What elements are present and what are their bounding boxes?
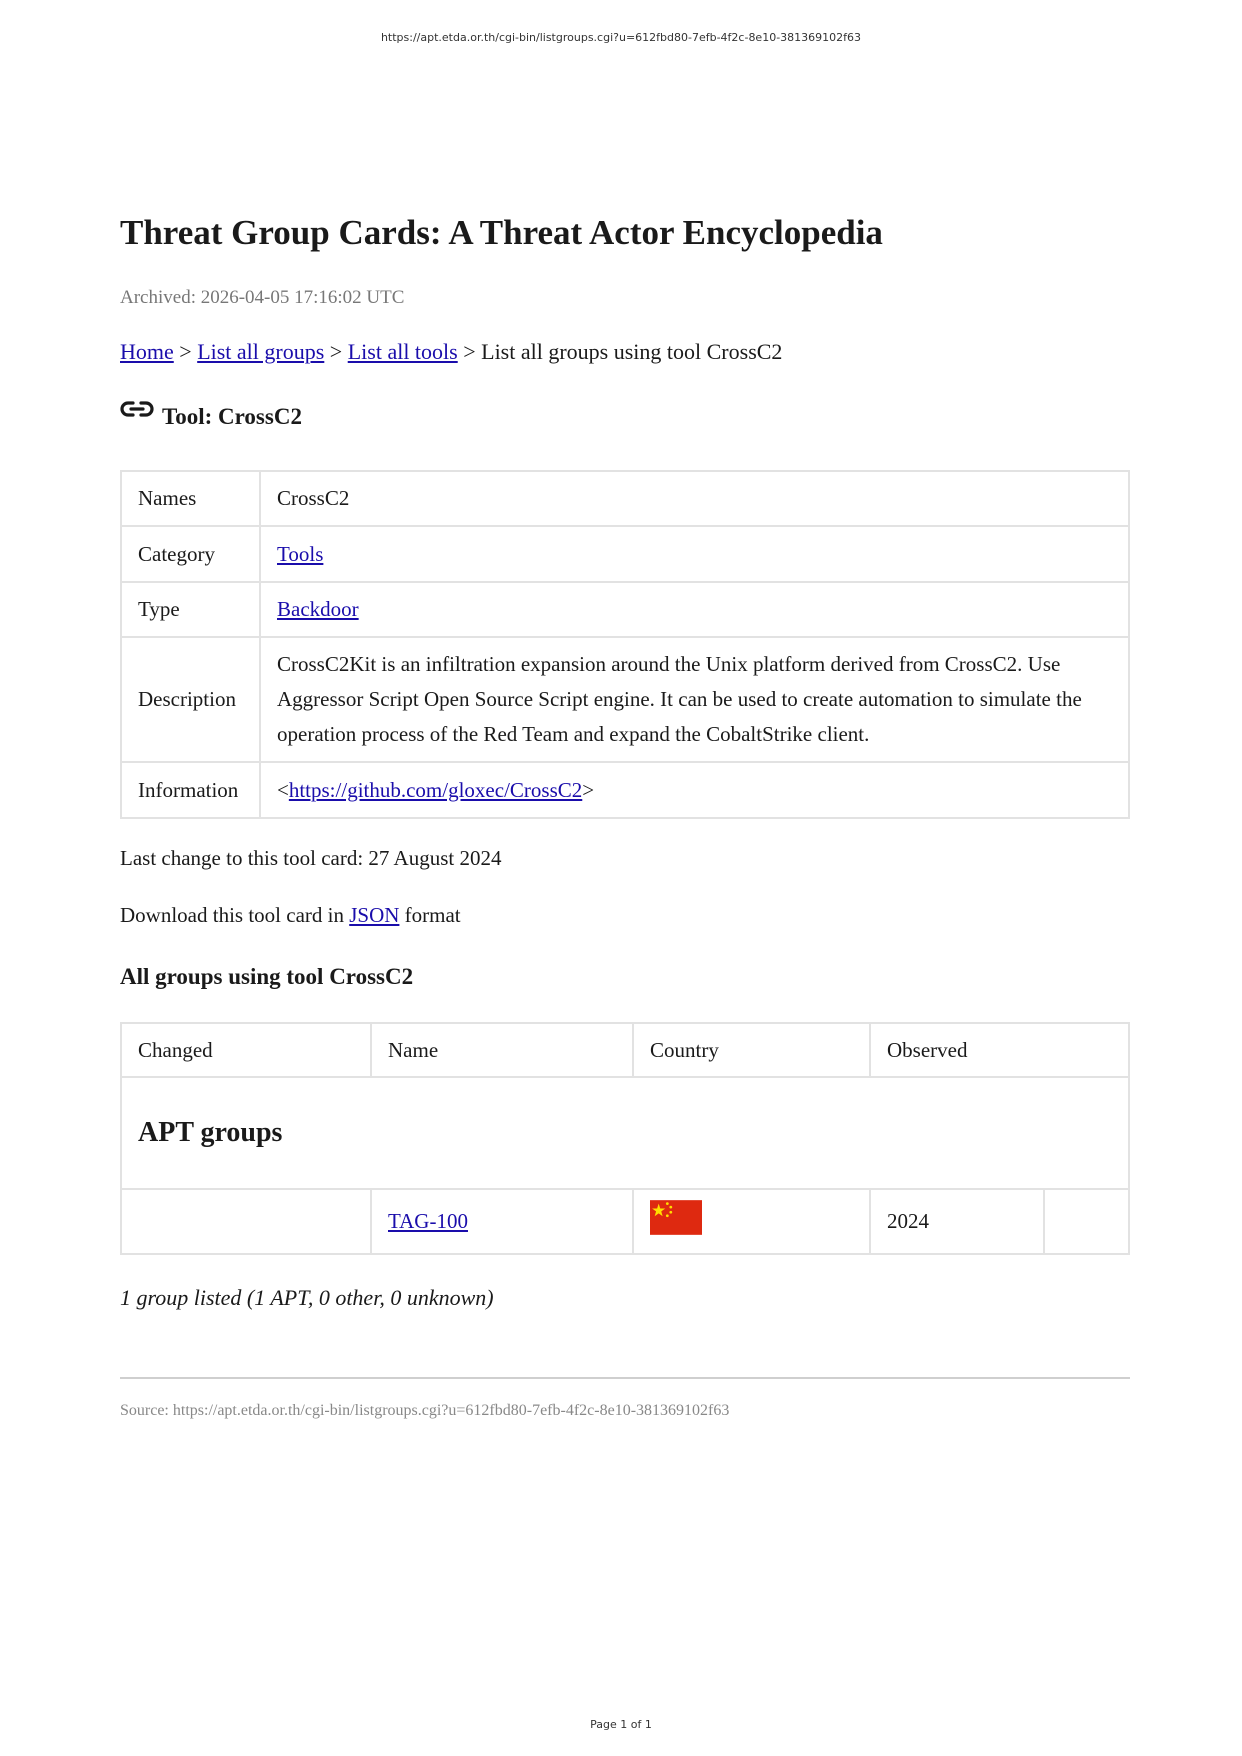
breadcrumb-separator: > [173,339,198,364]
divider [120,1377,1130,1379]
download-suffix: format [399,903,461,927]
information-link[interactable]: https://github.com/gloxec/CrossC2 [288,777,583,802]
table-row [121,582,1129,637]
json-download-link[interactable]: JSON [349,903,400,927]
category-cell [260,526,1129,582]
section-row [121,1077,1129,1189]
print-header-url: https://apt.etda.or.th/cgi-bin/listgroups.cgi?u=612fbd80-7efb-4f2c-8e10-381369102f63 [380,31,862,44]
breadcrumb-separator: > [324,339,348,364]
tool-heading [120,404,302,430]
breadcrumb-list-tools-link[interactable]: List all tools [347,339,458,364]
row-name-cell [371,1189,633,1254]
breadcrumb-current: > List all groups using tool CrossC2 [457,339,783,364]
breadcrumb-home-link[interactable]: Home [120,339,174,364]
group-link-tag-100[interactable]: TAG-100 [388,1209,468,1233]
link-icon [120,399,154,419]
header-observed: Observed [870,1023,1129,1077]
breadcrumb [120,339,782,365]
row-country-cell [633,1189,870,1254]
header-name: Name [371,1023,633,1077]
table-row [121,637,1129,762]
table-row [121,526,1129,582]
china-flag-icon [650,1200,702,1235]
category-link[interactable]: Tools [277,541,324,566]
table-row [121,471,1129,526]
row-changed [121,1189,371,1254]
row-observed: 2024 [870,1189,1044,1254]
type-link[interactable]: Backdoor [277,597,359,621]
download-line [120,903,461,928]
type-cell [260,582,1129,637]
source-text: Source: https://apt.etda.or.th/cgi-bin/listgroups.cgi?u=612fbd80-7efb-4f2c-8e10-381369102f63 [120,1402,730,1419]
table-row [121,1189,1129,1254]
information-suffix: > [582,777,595,802]
table-header-row [121,1023,1129,1077]
tool-heading-text: Tool: CrossC2 [162,404,302,429]
archived-timestamp: Archived: 2026-04-05 17:16:02 UTC [120,287,405,308]
type-label: Type [121,582,260,637]
description-label: Description [121,637,260,762]
last-change-text: Last change to this tool card: 27 August 2024 [120,846,502,870]
header-country: Country [633,1023,870,1077]
groups-heading: All groups using tool CrossC2 [120,964,414,989]
breadcrumb-list-groups-link[interactable]: List all groups [197,339,325,364]
header-changed: Changed [121,1023,371,1077]
description-value: CrossC2Kit is an infiltration expansion around the Unix platform derived from CrossC2. Use Aggressor Script Open Source Script engine. It can be used to create automation to simulate the operation process of the Red Team and expand the CobaltStrike client. [260,637,1129,762]
category-label: Category [121,526,260,582]
download-prefix: Download this tool card in [120,903,350,927]
groups-summary: 1 group listed (1 APT, 0 other, 0 unknown) [120,1285,494,1310]
page-title: Threat Group Cards: A Threat Actor Encyclopedia [120,213,883,252]
information-label: Information [121,762,260,818]
tool-info-table [120,470,1130,819]
row-extra [1044,1189,1129,1254]
section-label-apt-groups: APT groups [121,1077,1129,1189]
page-number: Page 1 of 1 [590,1718,652,1731]
names-value: CrossC2 [260,471,1129,526]
names-label: Names [121,471,260,526]
table-row [121,762,1129,818]
information-cell [260,762,1129,818]
groups-table [120,1022,1130,1255]
information-prefix: < [277,777,289,802]
